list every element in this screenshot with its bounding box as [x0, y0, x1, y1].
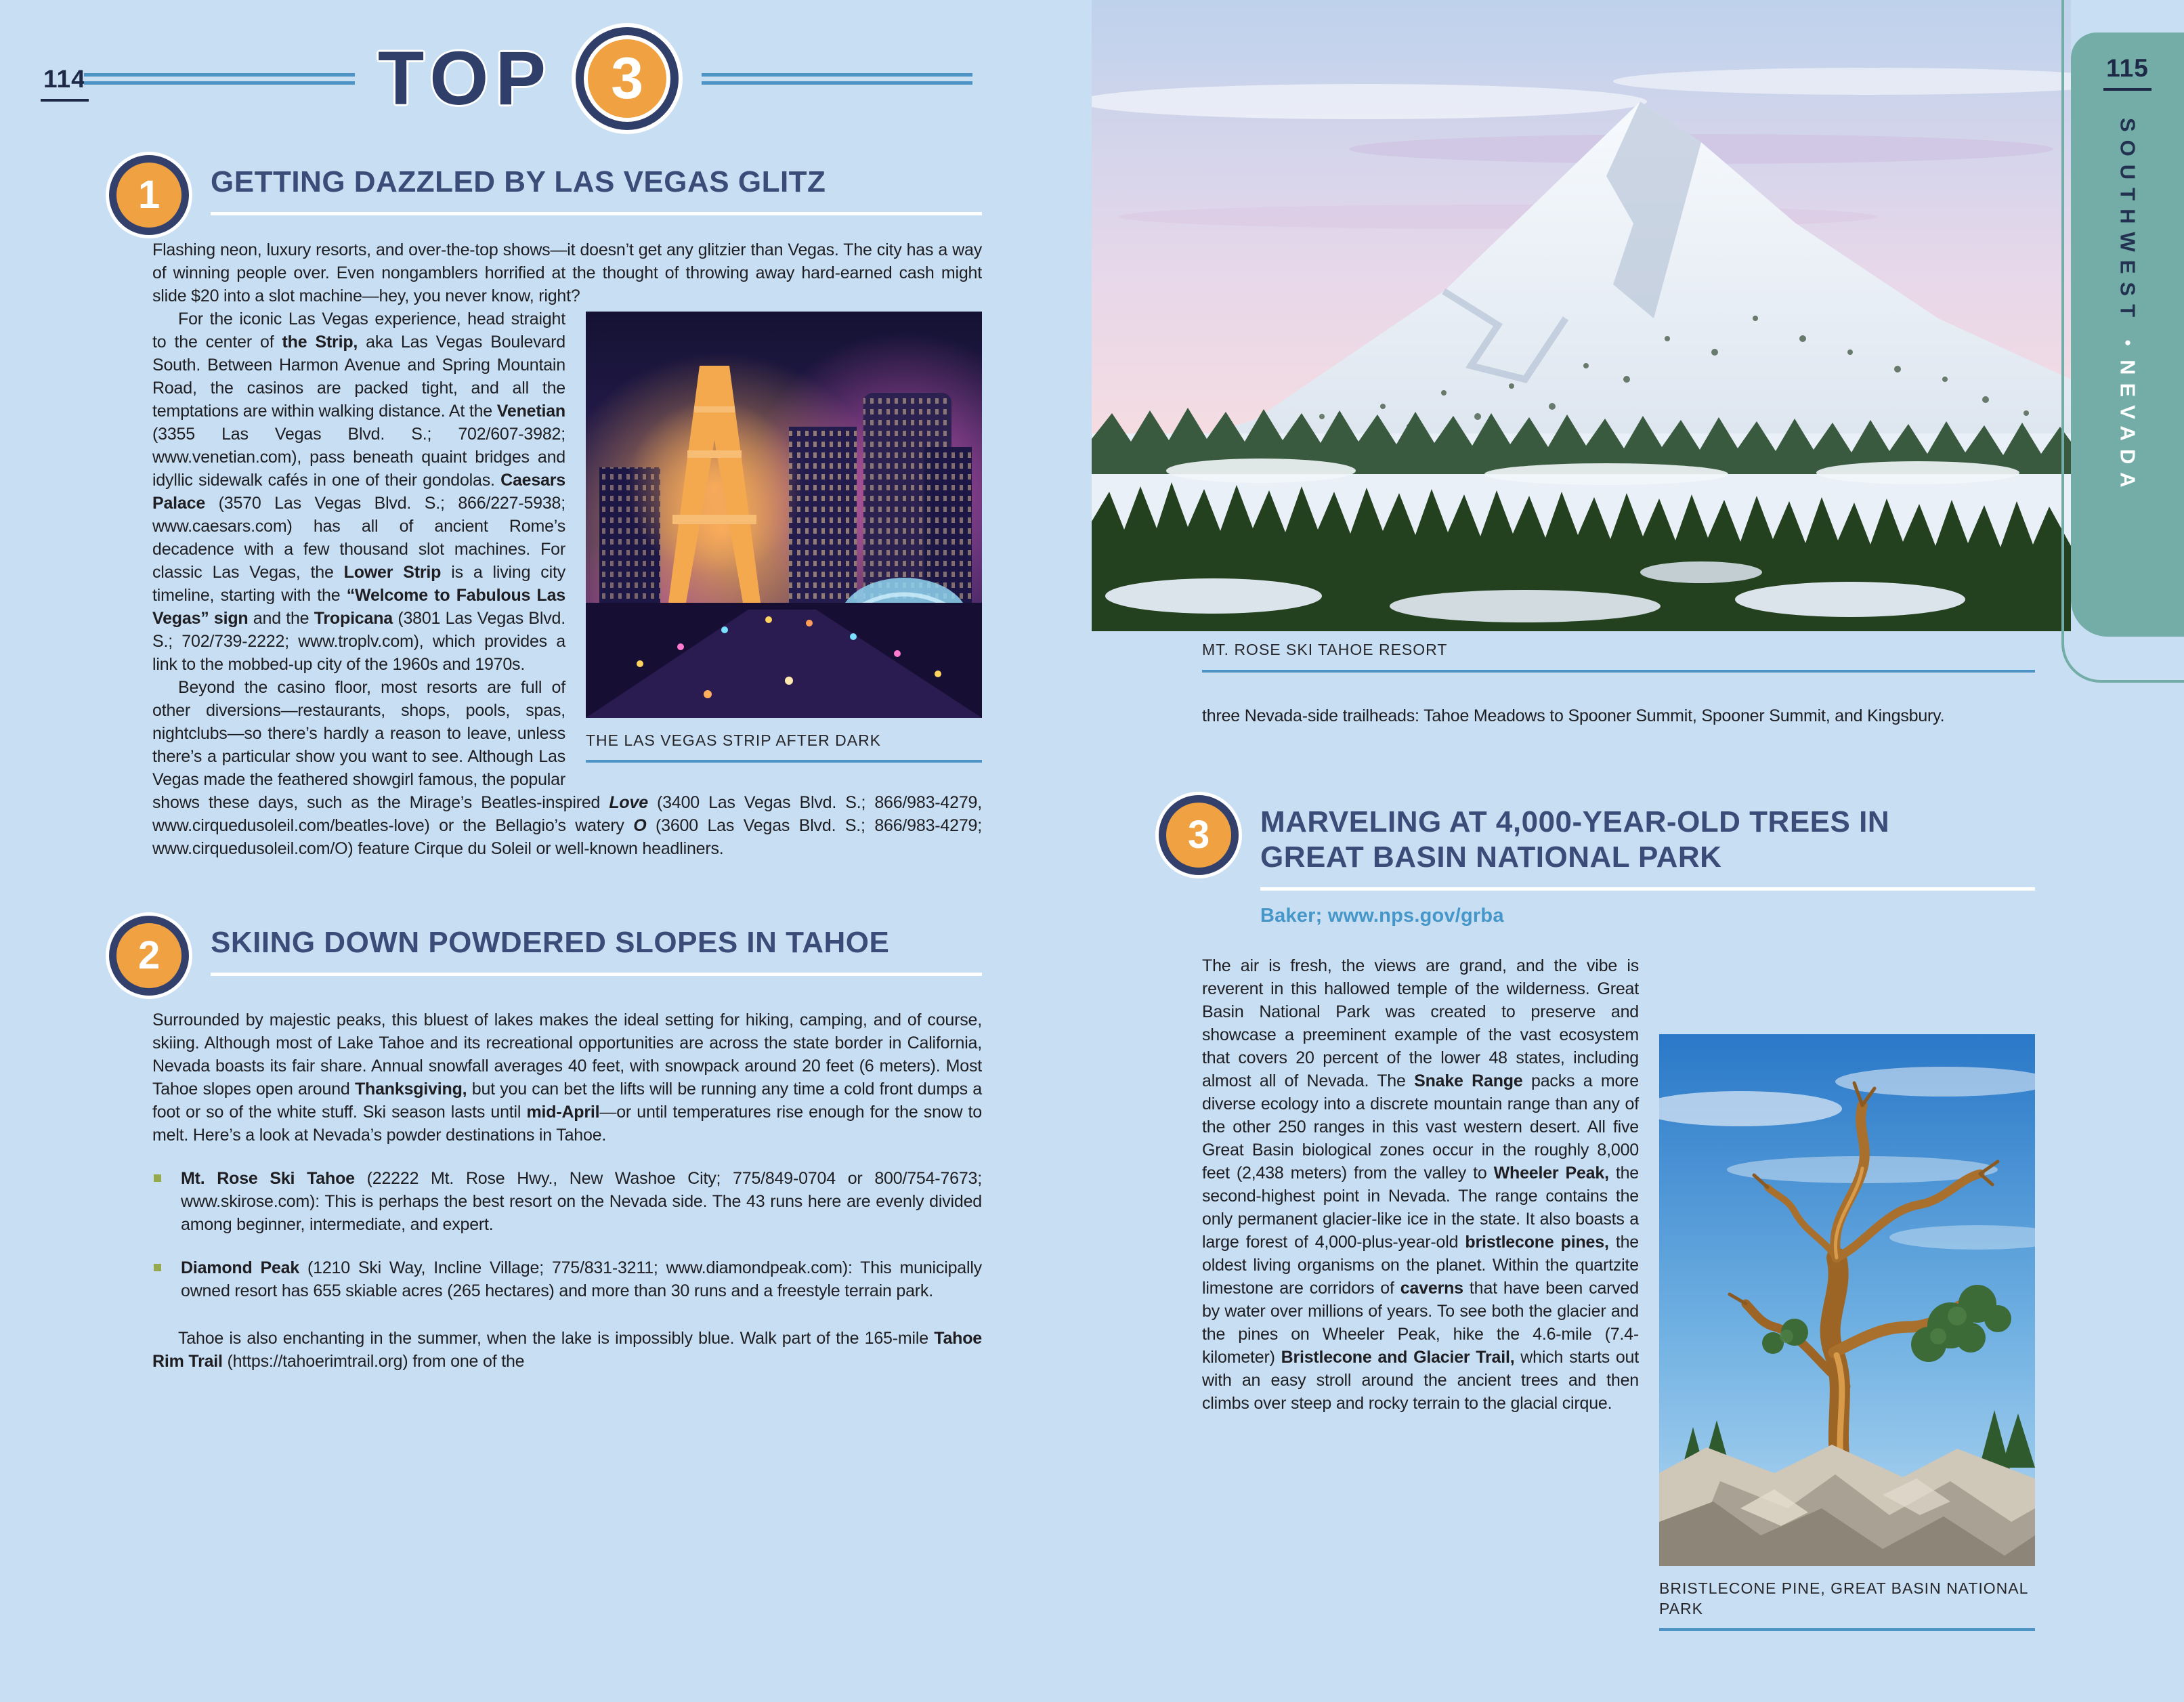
bullet-diamond-peak: Diamond Peak (1210 Ski Way, Incline Village; 775/831-3211; www.diamondpeak.com): This municipally owned resort has 655 skiable acres (265 hectares) and more than 30 runs and a freestyle terrain park. — [181, 1258, 982, 1300]
bristlecone-photo-caption: BRISTLECONE PINE, GREAT BASIN NATIONAL PARK — [1659, 1578, 2035, 1631]
section3-subtitle: Baker; www.nps.gov/grba — [1260, 905, 1504, 927]
right-page — [1092, 0, 2184, 1702]
section3-badge: 3 — [1159, 795, 1239, 875]
logo-number-badge: 3 — [576, 27, 679, 130]
section2-closing: Tahoe is also enchanting in the summer, when the lake is impossibly blue. Walk part of the 165-mile Tahoe Rim Trail (https://tahoerimtrail.org) from one of the — [152, 1329, 982, 1371]
left-content — [137, 165, 983, 1373]
section1-body — [152, 307, 982, 860]
bullet-square-icon — [154, 1264, 161, 1271]
section1-intro: Flashing neon, luxury resorts, and over-the-top shows—it doesn’t get any glitzier than Vegas. The city has a way of winning people over. Even nongamblers horrified at the thought of throwing away hard-earned cash might slide $20 into a slot machine—hey, you never know, right? — [152, 240, 982, 305]
bristlecone-photo-block — [1659, 1034, 2035, 1631]
section3-title — [1260, 805, 2035, 891]
section3-header — [1187, 805, 2035, 891]
logo-rule-left — [84, 73, 355, 85]
section1-header — [137, 165, 982, 217]
vegas-photo-block — [586, 312, 982, 763]
bristlecone-pine-photo — [1659, 1034, 2035, 1566]
list-item — [152, 1167, 982, 1236]
tab-state-label: NEVADA — [2116, 360, 2140, 496]
page-number-right: 115 — [2103, 54, 2151, 91]
side-tab-southwest-nevada — [2071, 33, 2184, 637]
bullet-mt-rose: Mt. Rose Ski Tahoe (22222 Mt. Rose Hwy., New Washoe City; 775/849-0704 or 800/754-7673; www.skirose.com): This is perhaps the best resort on the Nevada side. The 43 runs here are evenly divided among beginner, intermediate, and expert. — [181, 1169, 982, 1234]
logo-word: TOP — [377, 36, 553, 121]
section1-title: GETTING DAZZLED BY LAS VEGAS GLITZ — [211, 165, 982, 215]
page-number-left: 114 — [41, 65, 89, 102]
tab-region-label: SOUTHWEST — [2116, 118, 2140, 326]
section1-para2: For the iconic Las Vegas experience, head straight to the center of the Strip, aka Las Vegas Boulevard South. Between Harmon Avenue and Spring Mountain Road, the casinos are packed tight, and all the temptations are within walking distance. At the Venetian (3355 Las Vegas Blvd. S.; 702/607-3982; www.venetian.com), pass beneath quaint bridges and idyllic sidewalk cafés in one of their gondolas. Caesars Palace (3570 Las Vegas Blvd. S.; 866/227-5938; www.caesars.com) has all of ancient Rome’s decadence with a few thousand slot machines. For classic Las Vegas, the Lower Strip is a living city timeline, starting with the “Welcome to Fabulous Las Vegas” sign and the Tropicana (3801 Las Vegas Blvd. S.; 702/739-2222; www.troplv.com), which provides a link to the mobbed-up city of the 1960s and 1970s. — [152, 310, 566, 674]
logo-rule-right — [702, 73, 972, 85]
section2-para1: Surrounded by majestic peaks, this bluest of lakes makes the ideal setting for hiking, camping, and of course, skiing. Although most of Lake Tahoe and its recreational opportunities are across the state border in California, Nevada boasts its fair share. Annual snowfall averages 40 feet, with snowpack around 20 feet (6 meters). Most Tahoe slopes open around Thanksgiving, but you can bet the lifts will be running any time a cold front dumps a foot or so of the white stuff. Ski season lasts until mid-April—or until temperatures rise enough for the snow to melt. Here’s a look at Nevada’s powder destinations in Tahoe. — [152, 1010, 983, 1145]
bullet-square-icon — [154, 1174, 161, 1182]
section2-header — [137, 925, 982, 977]
section2-badge: 2 — [109, 916, 189, 996]
section3-body — [1202, 954, 2035, 1617]
section3-para: The air is fresh, the views are grand, and the vibe is reverent in this hallowed temple of the wilderness. Great Basin National Park was created to preserve and showcase a preeminent example of the vast ecosystem that covers 20 percent of the lower 48 states, including almost all of Nevada. The Snake Range packs a more diverse ecology into a discrete mountain range than any of the other 250 ranges in this vast western desert. All five Great Basin biological zones occur in the roughly 8,000 feet (2,438 meters) from the valley to Wheeler Peak, the second-highest point in Nevada. The range contains the only permanent glacier-like ice in the state. It also boasts a large forest of 4,000-plus-year-old bristlecone pines, the oldest living organisms on the planet. Within the quartzite limestone are corridors of caverns that have been carved by water over millions of years. To see both the glacier and the pines on Wheeler Peak, hike the 4.6-mile (7.4-kilometer) Bristlecone and Glacier Trail, which starts out with an easy stroll around the ancient trees and then climbs over steep and rocky terrain to the glacial cirque. — [1202, 956, 1640, 1413]
section3-title-line1: MARVELING AT 4,000-YEAR-OLD TREES IN — [1260, 805, 1890, 838]
mt-rose-caption: MT. ROSE SKI TAHOE RESORT — [1202, 641, 2035, 673]
tab-vertical-label — [2116, 118, 2140, 496]
las-vegas-strip-photo — [586, 312, 982, 718]
continuation-paragraph: three Nevada-side trailheads: Tahoe Meadows to Spooner Summit, Spooner Summit, and Kingsbury. — [1202, 706, 1945, 725]
mt-rose-photo — [1092, 0, 2071, 631]
list-item — [152, 1256, 982, 1302]
vegas-photo-caption: THE LAS VEGAS STRIP AFTER DARK — [586, 730, 982, 763]
tab-dot-icon: ● — [2121, 336, 2135, 349]
section3-title-line2: GREAT BASIN NATIONAL PARK — [1260, 841, 1722, 874]
section3 — [1187, 805, 2035, 1640]
top3-logo — [0, 27, 1056, 130]
section1-badge: 1 — [109, 155, 189, 235]
section1-para3: Beyond the casino floor, most resorts are full of other diversions—restaurants, shops, pools, spas, nightclubs—so there’s hardly a reason to leave, unless there’s a particular show you want to see. Although Las Vegas made the feathered showgirl famous, the popular shows these days, such as the Mirage’s Beatles-inspired Love (3400 Las Vegas Blvd. S.; 866/983-4279, www.cirquedusoleil.com/beatles-love) or the Bellagio’s watery O (3600 Las Vegas Blvd. S.; 866/983-4279; www.cirquedusoleil.com/O) feature Cirque du Soleil or well-known headliners. — [152, 678, 982, 858]
section2-title: SKIING DOWN POWDERED SLOPES IN TAHOE — [211, 925, 982, 976]
